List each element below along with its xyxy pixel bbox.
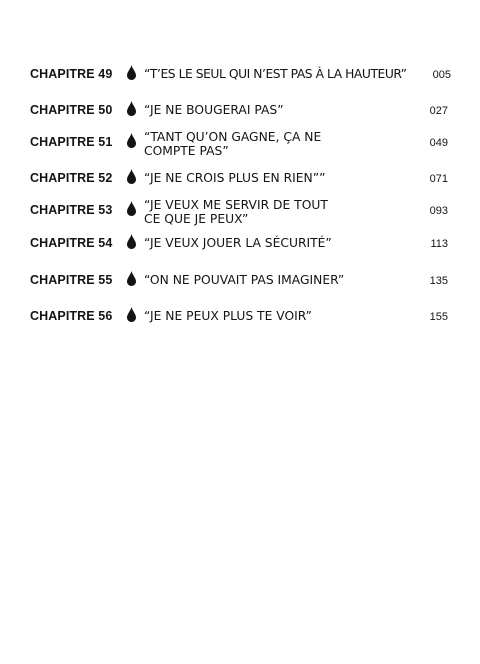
page-number: 113	[430, 238, 448, 250]
chapter-title: “JE NE PEUX PLUS TE VOIR”	[144, 309, 312, 323]
drop-icon	[127, 201, 136, 216]
drop-icon	[127, 307, 136, 322]
chapter-label: CHAPITRE 51	[30, 135, 113, 149]
chapter-title: “TANT QU’ON GAGNE, ÇA NE COMPTE PAS”	[144, 130, 322, 158]
page-number: 093	[429, 205, 448, 217]
chapter-title: “JE VEUX ME SERVIR DE TOUT CE QUE JE PEUX”	[144, 198, 328, 226]
chapter-label: CHAPITRE 55	[30, 273, 113, 287]
chapter-title: “JE NE CROIS PLUS EN RIEN””	[144, 171, 326, 185]
drop-icon	[127, 169, 136, 184]
page-number: 155	[429, 311, 448, 323]
page-number: 071	[429, 173, 448, 185]
page-number: 027	[429, 105, 448, 117]
chapter-title: “JE VEUX JOUER LA SÉCURITÉ”	[144, 236, 332, 250]
drop-icon	[127, 65, 136, 80]
drop-icon	[127, 101, 136, 116]
chapter-title: “T’ES LE SEUL QUI N’EST PAS À LA HAUTEUR”	[144, 67, 407, 81]
chapter-label: CHAPITRE 52	[30, 171, 113, 185]
drop-icon	[127, 271, 136, 286]
chapter-label: CHAPITRE 56	[30, 309, 113, 323]
chapter-label: CHAPITRE 50	[30, 103, 113, 117]
page-number: 049	[429, 137, 448, 149]
chapter-label: CHAPITRE 53	[30, 203, 113, 217]
chapter-label: CHAPITRE 54	[30, 236, 113, 250]
drop-icon	[127, 234, 136, 249]
page-number: 135	[429, 275, 448, 287]
drop-icon	[127, 133, 136, 148]
chapter-label: CHAPITRE 49	[30, 67, 113, 81]
chapter-title: “ON NE POUVAIT PAS IMAGINER”	[144, 273, 345, 287]
page-number: 005	[432, 69, 451, 81]
chapter-title: “JE NE BOUGERAI PAS”	[144, 103, 284, 117]
